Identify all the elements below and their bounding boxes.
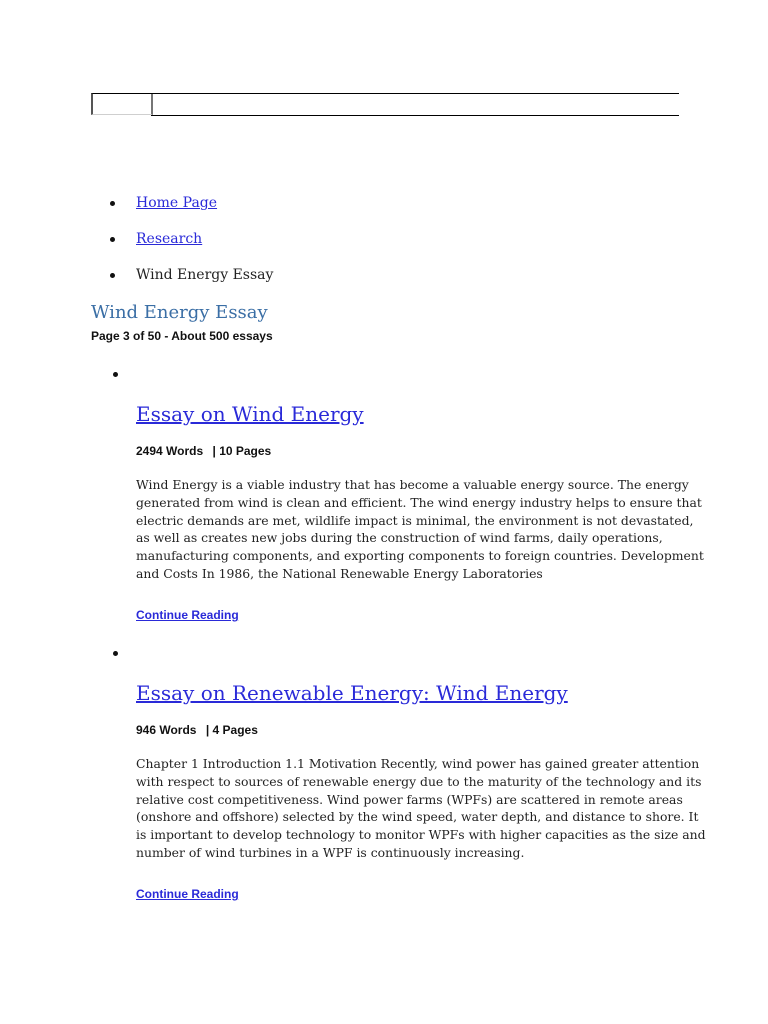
- breadcrumb-current: Wind Energy Essay: [136, 267, 274, 283]
- page-count: Page 3 of 50 - About 500 essays: [91, 329, 273, 343]
- search-bar: [91, 93, 679, 117]
- page-title: Wind Energy Essay: [91, 302, 268, 323]
- essay-meta: [136, 444, 271, 458]
- continue-reading-link[interactable]: Continue Reading: [136, 608, 239, 622]
- continue-reading-link[interactable]: Continue Reading: [136, 887, 239, 901]
- list-bullet: [113, 651, 118, 656]
- essay-title-link[interactable]: Essay on Renewable Energy: Wind Energy: [136, 681, 568, 705]
- search-input[interactable]: [91, 93, 153, 115]
- search-divider-top: [151, 93, 679, 94]
- breadcrumb-link-research[interactable]: Research: [136, 231, 203, 247]
- list-bullet: [113, 372, 118, 377]
- essay-page-count: | 4 Pages: [205, 723, 258, 737]
- essay-title-link[interactable]: Essay on Wind Energy: [136, 402, 364, 426]
- essay-page-count: | 10 Pages: [212, 444, 272, 458]
- essay-excerpt: Wind Energy is a viable industry that has become a valuable energy source. The energy generated from wind is clean and efficient. The wind energy industry helps to ensure that electric demands are met, wildlife impact is minimal, the environment is not devastated, as well as creates new jobs during the construction of wind farms, daily operations, manufacturing components, and exporting components to foreign countries. Development and Costs In 1986, the National Renewable Energy Laboratories: [136, 477, 704, 581]
- search-divider-bottom: [151, 115, 679, 116]
- essay-meta: [136, 723, 258, 737]
- essay-word-count: 2494 Words: [136, 444, 204, 458]
- essay-excerpt: Chapter 1 Introduction 1.1 Motivation Recently, wind power has gained greater attention with respect to sources of renewable energy due to the maturity of the technology and its relative cost competitiveness. Wind power farms (WPFs) are scattered in remote areas (onshore and offshore) selected by the wind speed, water depth, and distance to shore. It is important to develop technology to monitor WPFs with higher capacities as the size and number of wind turbines in a WPF is continuously increasing.: [136, 756, 706, 860]
- breadcrumb-link-home[interactable]: Home Page: [136, 195, 218, 211]
- essay-word-count: 946 Words: [136, 723, 197, 737]
